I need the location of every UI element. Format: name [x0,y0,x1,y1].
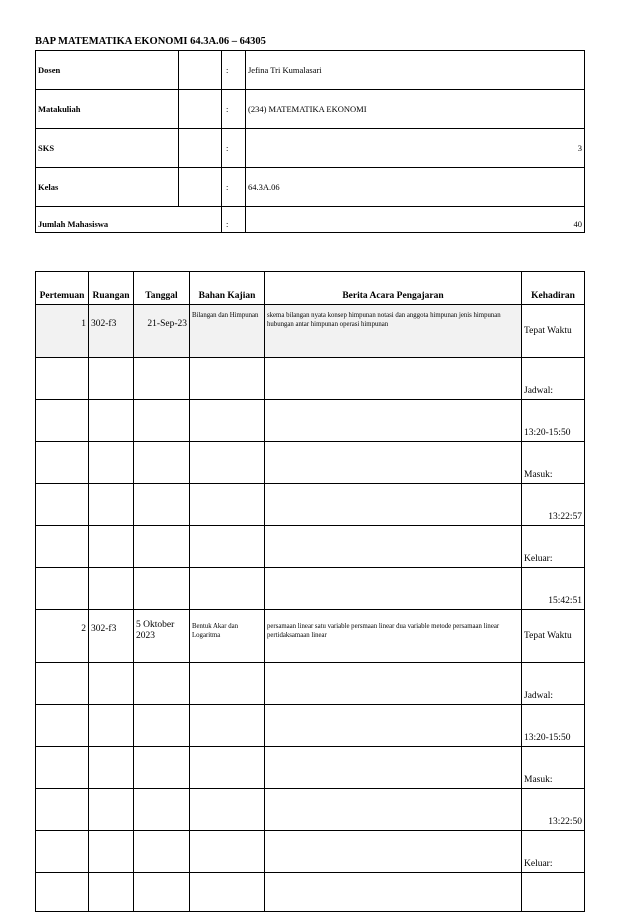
attendance-schedule-label: Jadwal: [522,358,585,400]
course-info-table [35,50,585,233]
attendance-out-time: 15:42:51 [522,568,585,610]
table-row [36,705,585,747]
attendance-schedule-time: 13:20-15:50 [522,705,585,747]
info-row-kelas [36,168,585,207]
info-row-dosen [36,51,585,90]
colon: : [222,168,246,207]
attendance-status: Tepat Waktu [522,610,585,663]
header-bahan-kajian: Bahan Kajian [190,272,265,305]
table-row [36,789,585,831]
table-row [36,747,585,789]
colon: : [222,129,246,168]
meeting-topic: Bentuk Akar dan Logaritma [190,610,265,663]
info-row-sks [36,129,585,168]
table-row [36,526,585,568]
table-row [36,400,585,442]
header-pertemuan: Pertemuan [36,272,89,305]
document-title: BAP MATEMATIKA EKONOMI 64.3A.06 – 64305 [35,36,266,47]
attendance-in-label: Masuk: [522,442,585,484]
attendance-out-label: Keluar: [522,526,585,568]
attendance-in-time: 13:22:57 [522,484,585,526]
attendance-schedule-time: 13:20-15:50 [522,400,585,442]
meeting-room: 302-f3 [89,610,134,663]
info-row-matakuliah [36,90,585,129]
header-kehadiran: Kehadiran [522,272,585,305]
table-row [36,305,585,358]
table-row [36,484,585,526]
table-row [36,442,585,484]
table-row [36,663,585,705]
meeting-room: 302-f3 [89,305,134,358]
meeting-number: 1 [36,305,89,358]
info-row-jumlah [36,207,585,233]
dosen-label: Dosen [36,51,179,90]
header-berita-acara: Berita Acara Pengajaran [265,272,522,305]
attendance-table [35,271,585,912]
meeting-number: 2 [36,610,89,663]
header-ruangan: Ruangan [89,272,134,305]
attendance-in-label: Masuk: [522,747,585,789]
meeting-notes: skema bilangan nyata konsep himpunan notasi dan anggota himpunan jenis himpunan hubungan antar himpunan operasi himpunan [265,305,522,358]
meeting-notes: persamaan linear satu variable persmaan linear dua variable metode persamaan linear pertidaksamaan linear [265,610,522,663]
table-header-row [36,272,585,305]
table-row [36,568,585,610]
sks-label: SKS [36,129,179,168]
attendance-status: Tepat Waktu [522,305,585,358]
colon: : [222,90,246,129]
header-tanggal: Tanggal [134,272,190,305]
table-row [36,610,585,663]
matakuliah-label: Matakuliah [36,90,179,129]
matakuliah-value: (234) MATEMATIKA EKONOMI [246,90,585,129]
sks-value: 3 [246,129,585,168]
dosen-value: Jefina Tri Kumalasari [246,51,585,90]
attendance-in-time: 13:22:50 [522,789,585,831]
table-row [36,358,585,400]
table-row [36,873,585,912]
colon: : [222,207,246,233]
colon: : [222,51,246,90]
jumlah-value: 40 [246,207,585,233]
meeting-topic: Bilangan dan Himpunan [190,305,265,358]
jumlah-label: Jumlah Mahasiswa [36,207,222,233]
kelas-value: 64.3A.06 [246,168,585,207]
meeting-date: 21-Sep-23 [134,305,190,358]
kelas-label: Kelas [36,168,179,207]
attendance-out-label: Keluar: [522,831,585,873]
table-row [36,831,585,873]
attendance-schedule-label: Jadwal: [522,663,585,705]
meeting-date: 5 Oktober 2023 [134,610,190,663]
